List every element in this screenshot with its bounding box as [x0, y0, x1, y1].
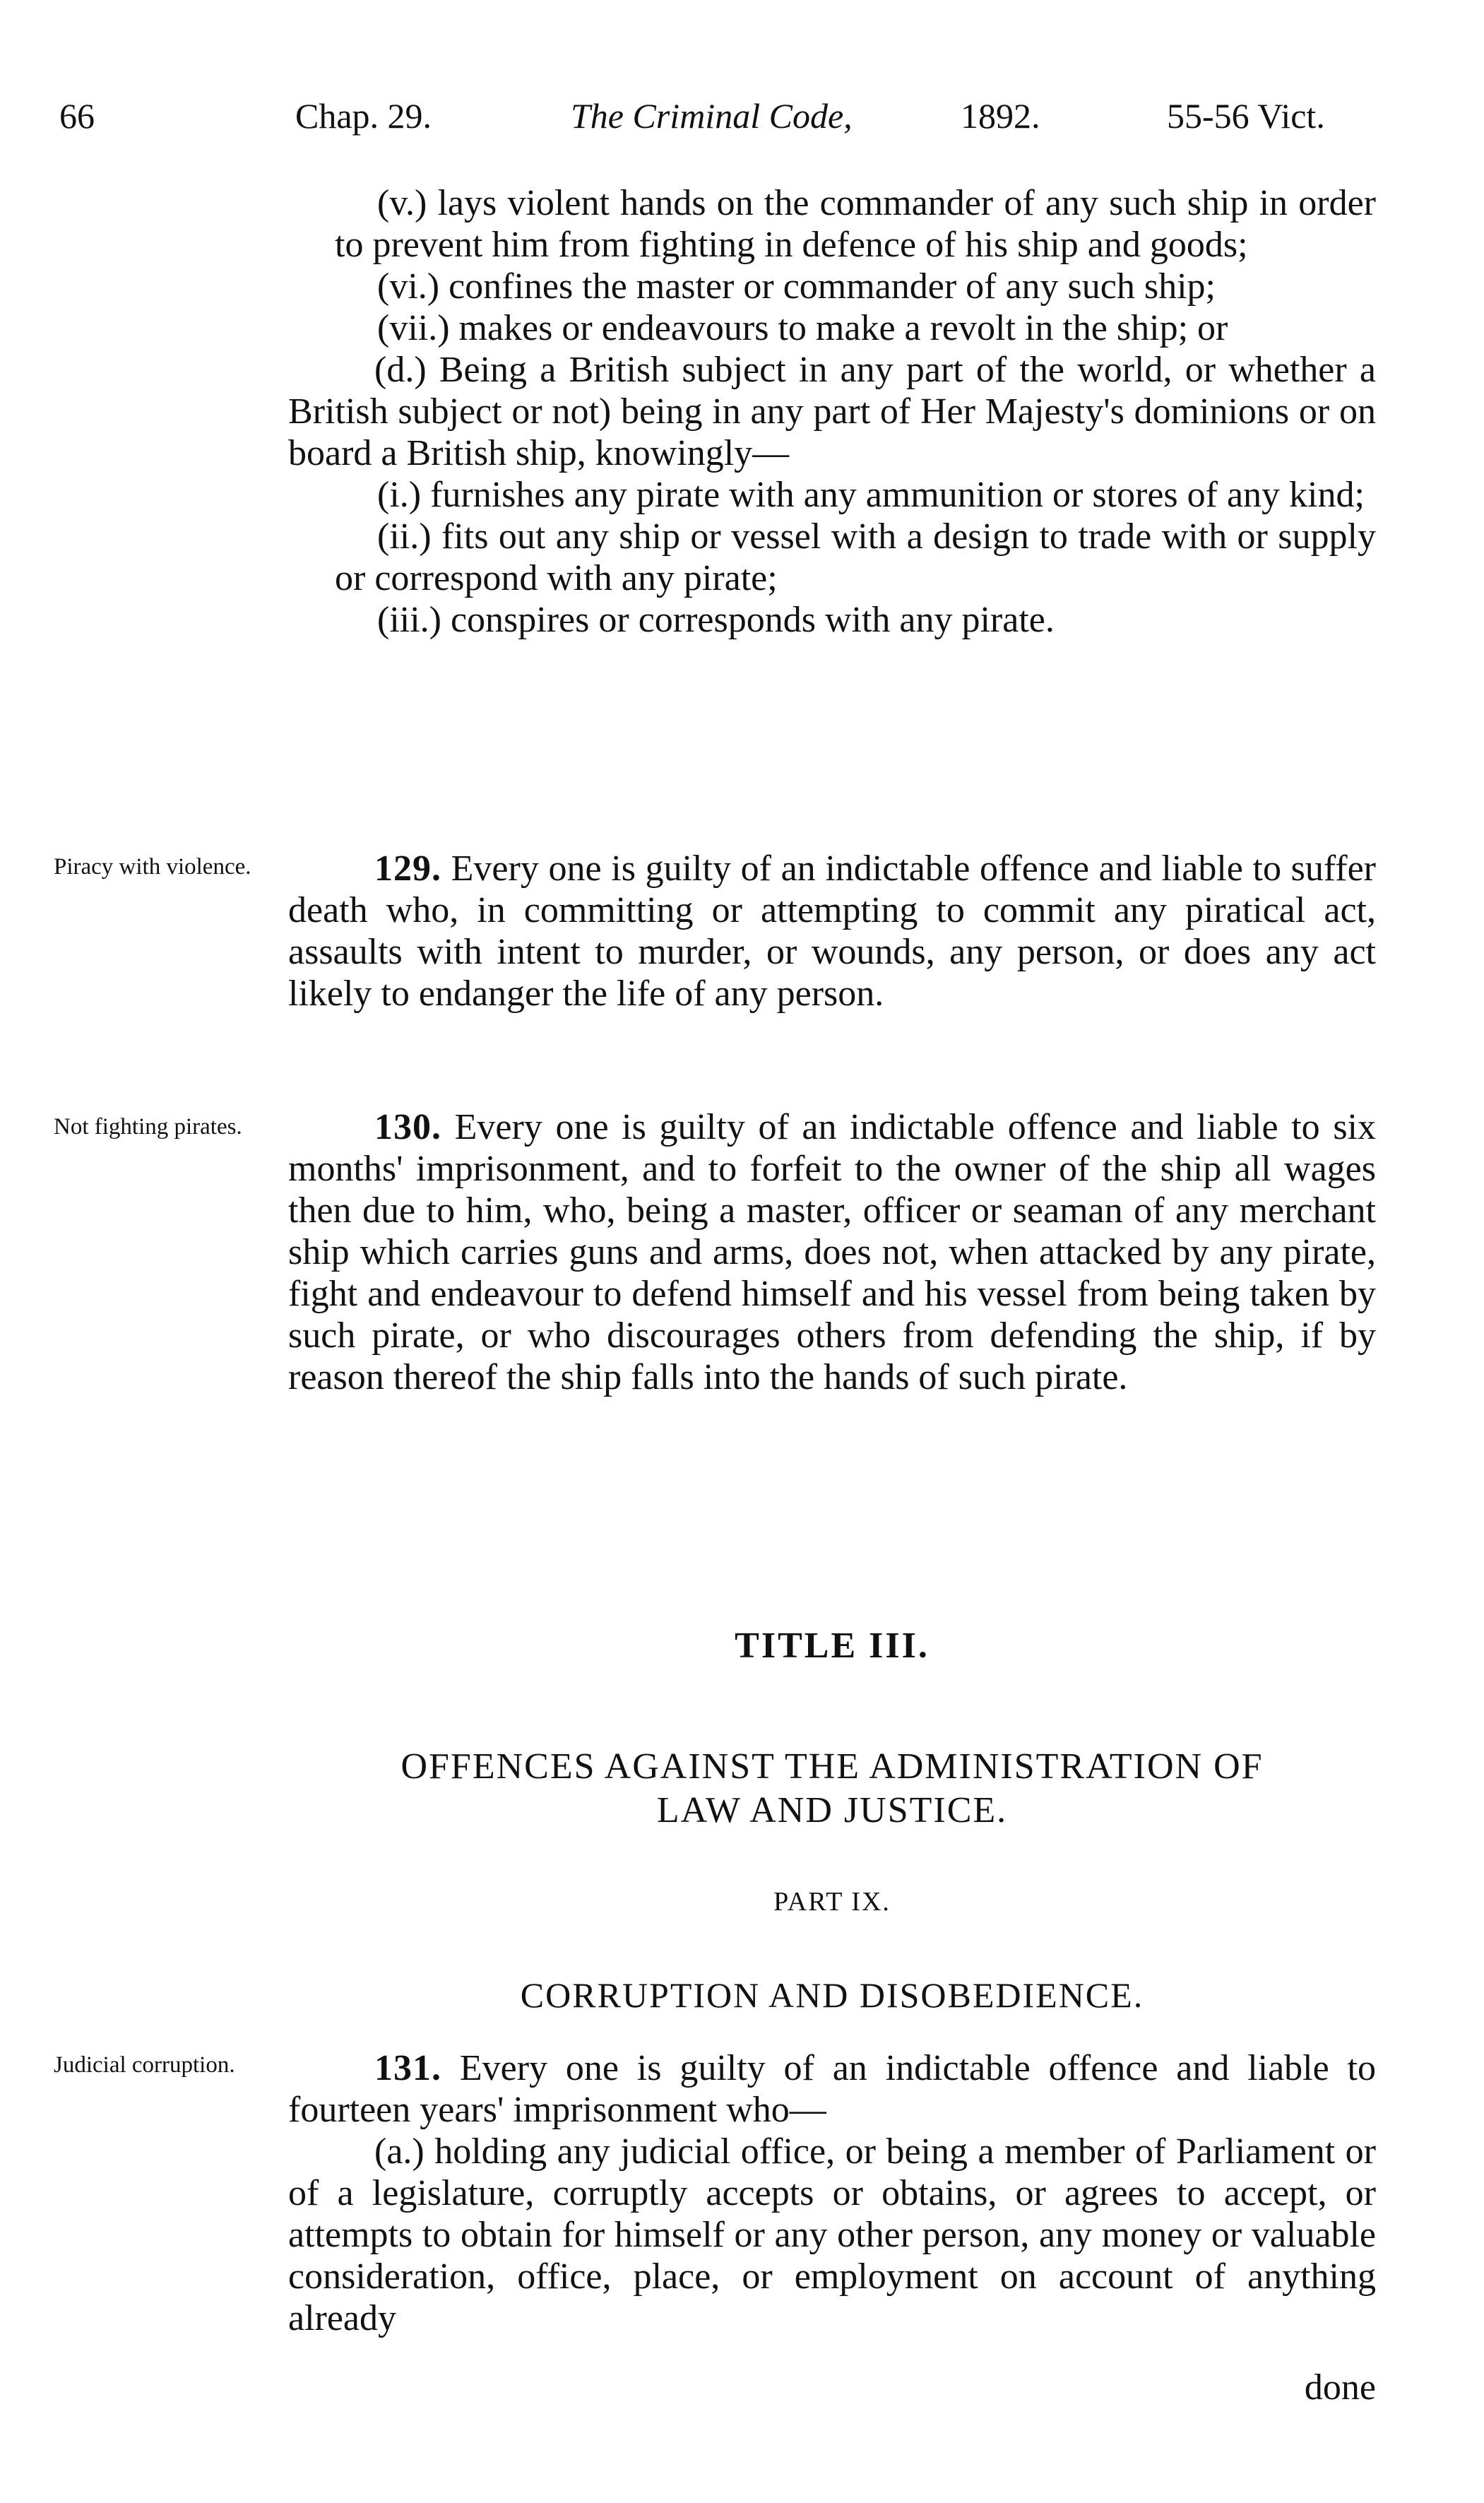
section-130: [288, 1106, 1376, 1398]
part-heading: PART IX.: [773, 1887, 891, 1917]
clause-v: (v.) lays violent hands on the commander of any such ship in order to prevent him from fighting in defence of his ship and goods;: [335, 183, 1376, 265]
page-number: 66: [59, 96, 95, 136]
clause-d: (d.) Being a British subject in any part of the world, or whether a British subject or not) being in any part of Her Majesty's dominions or on board a British ship, knowingly—: [288, 350, 1376, 473]
clause-d-iii: (iii.) conspires or corresponds with any pirate.: [377, 600, 1055, 640]
margin-note-129: Piracy with violence.: [54, 854, 251, 880]
act-title: The Criminal Code,: [571, 96, 853, 136]
title-heading: TITLE III.: [735, 1626, 930, 1666]
catchword: done: [1304, 2367, 1376, 2408]
title-subject: [288, 1745, 1376, 1833]
section-129-number: 129.: [374, 848, 441, 889]
margin-note-130: Not fighting pirates.: [54, 1114, 242, 1140]
clause-vi: (vi.) confines the master or commander of any such ship;: [377, 266, 1216, 307]
regnal-year: 55-56 Vict.: [1167, 96, 1325, 136]
section-130-number: 130.: [374, 1107, 441, 1147]
section-130-paragraph: [288, 1106, 1376, 1398]
margin-note-131: Judicial corruption.: [54, 2052, 235, 2078]
clause-d-ii: (ii.) fits out any ship or vessel with a design to trade with or supply or correspond with any pirate;: [335, 516, 1376, 598]
act-year: 1892.: [961, 96, 1040, 136]
part-title: CORRUPTION AND DISOBEDIENCE.: [520, 1975, 1144, 2015]
section-130-text: Every one is guilty of an indictable offence and liable to six months' imprisonment, and to forfeit to the owner of the ship all wages then due to him, who, being a master, officer or seaman of any merchant ship which carries guns and arms, does not, when attacked by any pirate, fight and endeavour to defend himself and his vessel from being taken by such pirate, or who discourages others from defending the ship, if by reason thereof the ship falls into the hands of such pirate.: [288, 1107, 1376, 1397]
clause-vii: (vii.) makes or endeavours to make a revolt in the ship; or: [377, 308, 1228, 348]
section-131-number: 131.: [374, 2048, 441, 2088]
title-subject-line-2: LAW AND JUSTICE.: [656, 1790, 1008, 1830]
chapter-label: Chap. 29.: [295, 96, 432, 136]
continued-subsections: [288, 182, 1376, 641]
clause-131-a: (a.) holding any judicial office, or being a member of Parliament or of a legislature, corruptly accepts or obtains, or agrees to accept, or attempts to obtain for himself or any other person, any money or valuable consideration, office, place, or employment on account of anything already: [288, 2131, 1376, 2338]
section-129-paragraph: [288, 848, 1376, 1014]
section-129: [288, 848, 1376, 1014]
running-header: [0, 95, 1484, 145]
section-131-intro: [288, 2047, 1376, 2131]
clause-d-i: (i.) furnishes any pirate with any ammunition or stores of any kind;: [377, 475, 1365, 515]
section-129-text: Every one is guilty of an indictable offence and liable to suffer death who, in committing or attempting to commit any piratical act, assaults with intent to murder, or wounds, any person, or does any act likely to endanger the life of any person.: [288, 848, 1376, 1014]
section-131: [288, 2047, 1376, 2339]
section-131-intro-text: Every one is guilty of an indictable offence and liable to fourteen years' imprisonment who—: [288, 2048, 1377, 2130]
title-subject-line-1: OFFENCES AGAINST THE ADMINISTRATION OF: [400, 1746, 1264, 1787]
